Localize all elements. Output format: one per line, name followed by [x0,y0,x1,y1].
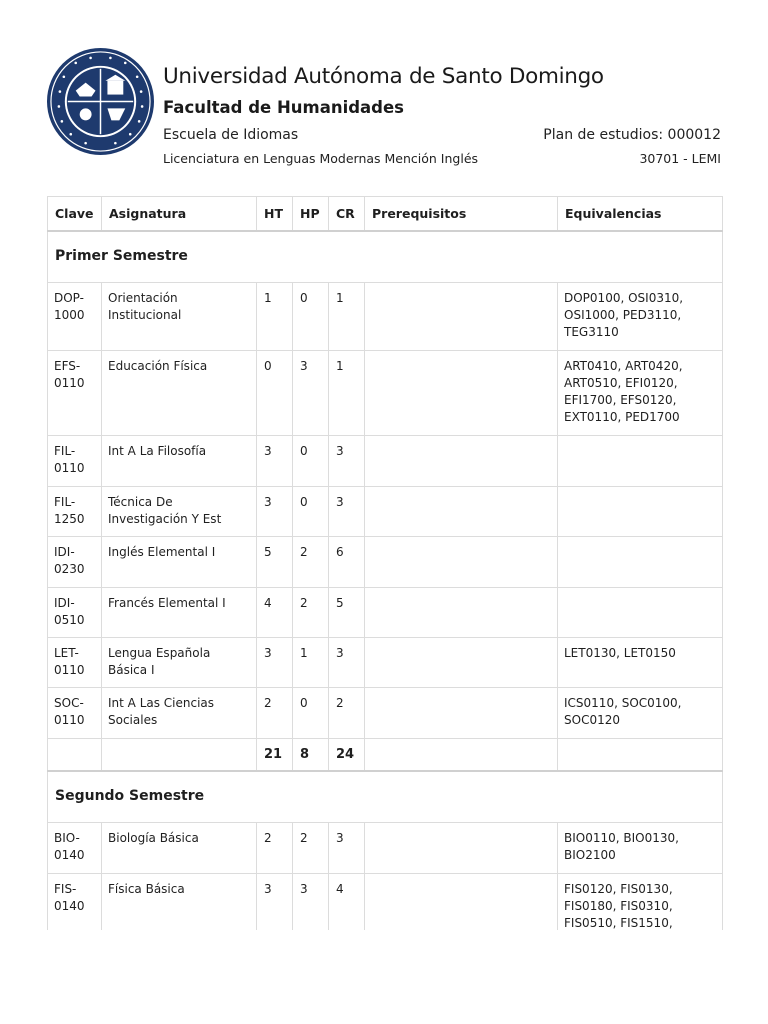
column-header-ht: HT [257,197,293,232]
cell-hp: 1 [293,637,329,687]
cell-prerequisitos [365,435,558,486]
cell-clave: FIS-0140 [48,873,102,958]
table-header-row [48,197,723,232]
cell-clave: IDI-0510 [48,587,102,637]
cell-hp: 2 [293,587,329,637]
totals-row [48,738,723,771]
table-row [48,822,723,873]
column-header-equivalencias: Equivalencias [558,197,723,232]
cell-cr: 5 [329,587,365,637]
total-hp: 8 [293,738,329,771]
cell-clave: BIO-0140 [48,822,102,873]
table-row [48,486,723,536]
cell-hp: 2 [293,822,329,873]
cell-ht: 3 [257,435,293,486]
cell-ht: 2 [257,687,293,738]
cell-hp: 3 [293,350,329,435]
cell-cr: 2 [329,687,365,738]
cell-clave: LET-0110 [48,637,102,687]
cell-equivalencias [558,536,723,587]
column-header-asignatura: Asignatura [102,197,257,232]
study-plan: Plan de estudios: 000012 [543,127,721,143]
faculty-name: Facultad de Humanidades [163,98,404,117]
cell-asignatura: Física Básica [102,873,257,958]
cell-equivalencias [558,587,723,637]
cell-hp: 0 [293,687,329,738]
table-row [48,350,723,435]
totals-empty-cell [365,738,558,771]
cell-prerequisitos [365,822,558,873]
cell-ht: 3 [257,486,293,536]
cell-equivalencias: FIS0120, FIS0130, FIS0180, FIS0310, FIS0510, FIS1510, [558,873,723,958]
university-name: Universidad Autónoma de Santo Domingo [163,64,604,89]
column-header-hp: HP [293,197,329,232]
cell-ht: 3 [257,873,293,958]
cell-equivalencias [558,486,723,536]
curriculum-table [47,196,723,959]
cell-cr: 6 [329,536,365,587]
total-cr: 24 [329,738,365,771]
program-code: 30701 - LEMI [639,151,721,166]
cell-prerequisitos [365,637,558,687]
document-header [0,0,768,190]
cell-asignatura: Biología Básica [102,822,257,873]
table-row [48,435,723,486]
cell-hp: 0 [293,282,329,350]
cell-clave: FIL-1250 [48,486,102,536]
cell-cr: 1 [329,350,365,435]
cell-hp: 0 [293,486,329,536]
cell-prerequisitos [365,536,558,587]
cell-asignatura: Técnica De Investigación Y Est [102,486,257,536]
cell-prerequisitos [365,486,558,536]
column-header-cr: CR [329,197,365,232]
cell-asignatura: Int A La Filosofía [102,435,257,486]
totals-empty-cell [102,738,257,771]
cell-equivalencias: DOP0100, OSI0310, OSI1000, PED3110, TEG3110 [558,282,723,350]
program-name: Licenciatura en Lenguas Modernas Mención Inglés [163,151,479,166]
cell-cr: 3 [329,822,365,873]
cell-asignatura: Orientación Institucional [102,282,257,350]
cell-asignatura: Educación Física [102,350,257,435]
cell-cr: 4 [329,873,365,958]
cell-ht: 4 [257,587,293,637]
cell-hp: 3 [293,873,329,958]
totals-empty-cell [558,738,723,771]
table-row [48,282,723,350]
semester-title: Segundo Semestre [48,771,723,822]
cell-prerequisitos [365,687,558,738]
cell-asignatura: Inglés Elemental I [102,536,257,587]
table-row [48,637,723,687]
semester-title: Primer Semestre [48,231,723,282]
cell-ht: 5 [257,536,293,587]
cell-equivalencias: ART0410, ART0420, ART0510, EFI0120, EFI1700, EFS0120, EXT0110, PED1700 [558,350,723,435]
cell-ht: 0 [257,350,293,435]
semester-heading-row [48,231,723,282]
cell-cr: 3 [329,435,365,486]
cell-clave: SOC-0110 [48,687,102,738]
cell-equivalencias [558,435,723,486]
cell-clave: FIL-0110 [48,435,102,486]
cell-hp: 0 [293,435,329,486]
cell-cr: 3 [329,637,365,687]
university-seal-icon [46,47,155,156]
cell-hp: 2 [293,536,329,587]
cell-ht: 2 [257,822,293,873]
cell-prerequisitos [365,350,558,435]
cell-clave: DOP-1000 [48,282,102,350]
total-ht: 21 [257,738,293,771]
cell-clave: EFS-0110 [48,350,102,435]
cell-clave: IDI-0230 [48,536,102,587]
column-header-prerequisitos: Prerequisitos [365,197,558,232]
cell-prerequisitos [365,587,558,637]
cell-equivalencias: BIO0110, BIO0130, BIO2100 [558,822,723,873]
totals-empty-cell [48,738,102,771]
semester-heading-row [48,771,723,822]
table-row [48,687,723,738]
cell-cr: 1 [329,282,365,350]
cell-asignatura: Lengua Española Básica I [102,637,257,687]
cell-asignatura: Int A Las Ciencias Sociales [102,687,257,738]
column-header-clave: Clave [48,197,102,232]
cell-equivalencias: LET0130, LET0150 [558,637,723,687]
cell-ht: 3 [257,637,293,687]
table-row [48,587,723,637]
cell-equivalencias: ICS0110, SOC0100, SOC0120 [558,687,723,738]
table-row [48,536,723,587]
cell-ht: 1 [257,282,293,350]
cell-asignatura: Francés Elemental I [102,587,257,637]
cell-prerequisitos [365,282,558,350]
cell-cr: 3 [329,486,365,536]
school-name: Escuela de Idiomas [163,127,299,143]
page-cutoff [46,930,724,1024]
